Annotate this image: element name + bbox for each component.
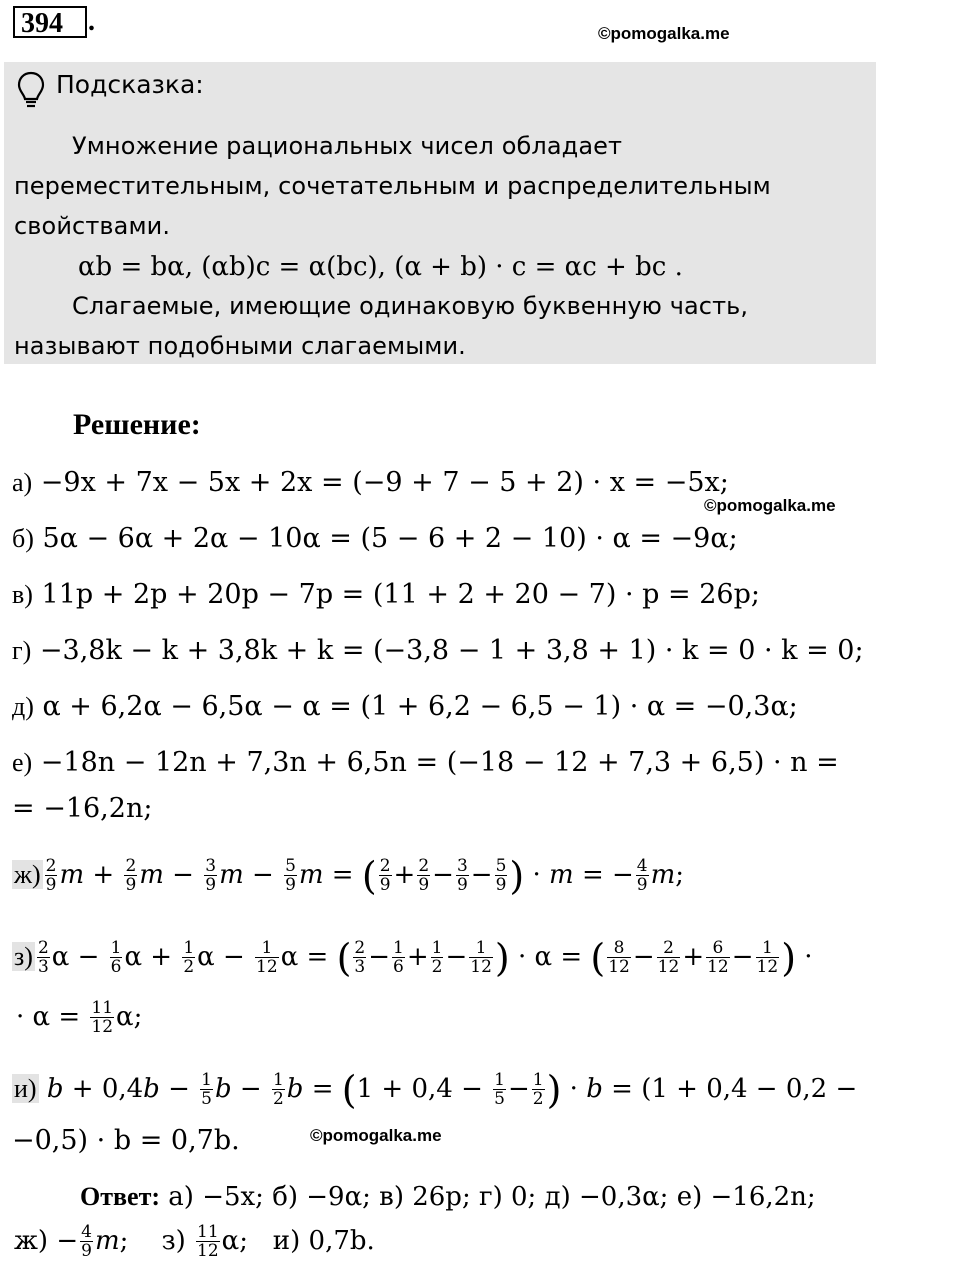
hint-formula: αb = bα, (αb)c = α(bc), (α + b) · c = αc + bc . xyxy=(78,252,683,282)
solution-line-z: з) $\frac{2}{3}$ α − $\frac{1}{6}$ α + $\frac{1}{2}$ α − $\frac{1}{12}$ α = ( $\frac{2}{3}$ − $\frac{1}{6}$ + $\frac{1}{2}$ − $\frac{1}{12}$ ) · α = ( $\frac{8}{12}$ − $\frac{2}{12}$ + $\frac{6}{12}$ − $\frac{1}{12}$ ) · xyxy=(14,936,813,980)
answer-line: Ответ: а) −5x; б) −9α; в) 26p; г) 0; д) −0,3α; е) −16,2n; xyxy=(80,1182,816,1212)
task-number-dot: . xyxy=(88,6,95,37)
solution-line-v: в) 11p + 2p + 20p − 7p = (11 + 2 + 20 − 7) · p = 26p; xyxy=(12,579,760,610)
hint-text: называют подобными слагаемыми. xyxy=(14,332,466,360)
solution-line-i: и) b + 0,4b − $\frac{1}{5}$ b − $\frac{1}{2}$ b = (1 + 0,4 − $\frac{1}{5}$ − $\frac{1}{2}$ ) · b = (1 + 0,4 − 0,2 − xyxy=(14,1068,858,1112)
solution-title: Решение: xyxy=(73,408,201,441)
solution-line-e-cont: = −16,2n; xyxy=(12,793,153,824)
hint-text: переместительным, сочетательным и распределительным xyxy=(14,172,771,200)
hint-text: Умножение рациональных чисел обладает xyxy=(72,132,623,160)
solution-line-i-cont: −0,5) · b = 0,7b. xyxy=(12,1125,240,1156)
solution-line-b: б) 5α − 6α + 2α − 10α = (5 − 6 + 2 − 10) · α = −9α; xyxy=(12,523,738,554)
watermark: ©pomogalka.me xyxy=(704,496,836,515)
answer-line-2: ж) − $\frac{4}{9}$ m; з) $\frac{11}{12}$ α; и) 0,7b. xyxy=(14,1222,375,1261)
hint-text: свойствами. xyxy=(14,212,171,240)
watermark: ©pomogalka.me xyxy=(310,1126,442,1145)
watermark: ©pomogalka.me xyxy=(598,24,730,43)
solution-line-zh: ж) $\frac{2}{9}$ m + $\frac{2}{9}$ m − $\frac{3}{9}$ m − $\frac{5}{9}$ m = ( $\frac{2}{9}$ + $\frac{2}{9}$ − $\frac{3}{9}$ − $\frac{5}{9}$ ) · m = − $\frac{4}{9}$ m; xyxy=(14,854,685,898)
solution-line-g: г) −3,8k − k + 3,8k + k = (−3,8 − 1 + 3,8 + 1) · k = 0 · k = 0; xyxy=(12,635,864,666)
lightbulb-icon xyxy=(16,70,46,110)
solution-line-d: д) α + 6,2α − 6,5α − α = (1 + 6,2 − 6,5 − 1) · α = −0,3α; xyxy=(12,691,798,722)
hint-title: Подсказка: xyxy=(56,70,204,99)
task-number: 394 xyxy=(13,6,87,38)
solution-line-a: а) −9x + 7x − 5x + 2x = (−9 + 7 − 5 + 2) · x = −5x; xyxy=(12,467,729,498)
solution-line-e: е) −18n − 12n + 7,3n + 6,5n = (−18 − 12 + 7,3 + 6,5) · n = xyxy=(12,747,839,778)
solution-line-z-cont: · α = $\frac{11}{12}$ α; xyxy=(16,998,143,1037)
hint-text: Слагаемые, имеющие одинаковую буквенную часть, xyxy=(72,292,749,320)
